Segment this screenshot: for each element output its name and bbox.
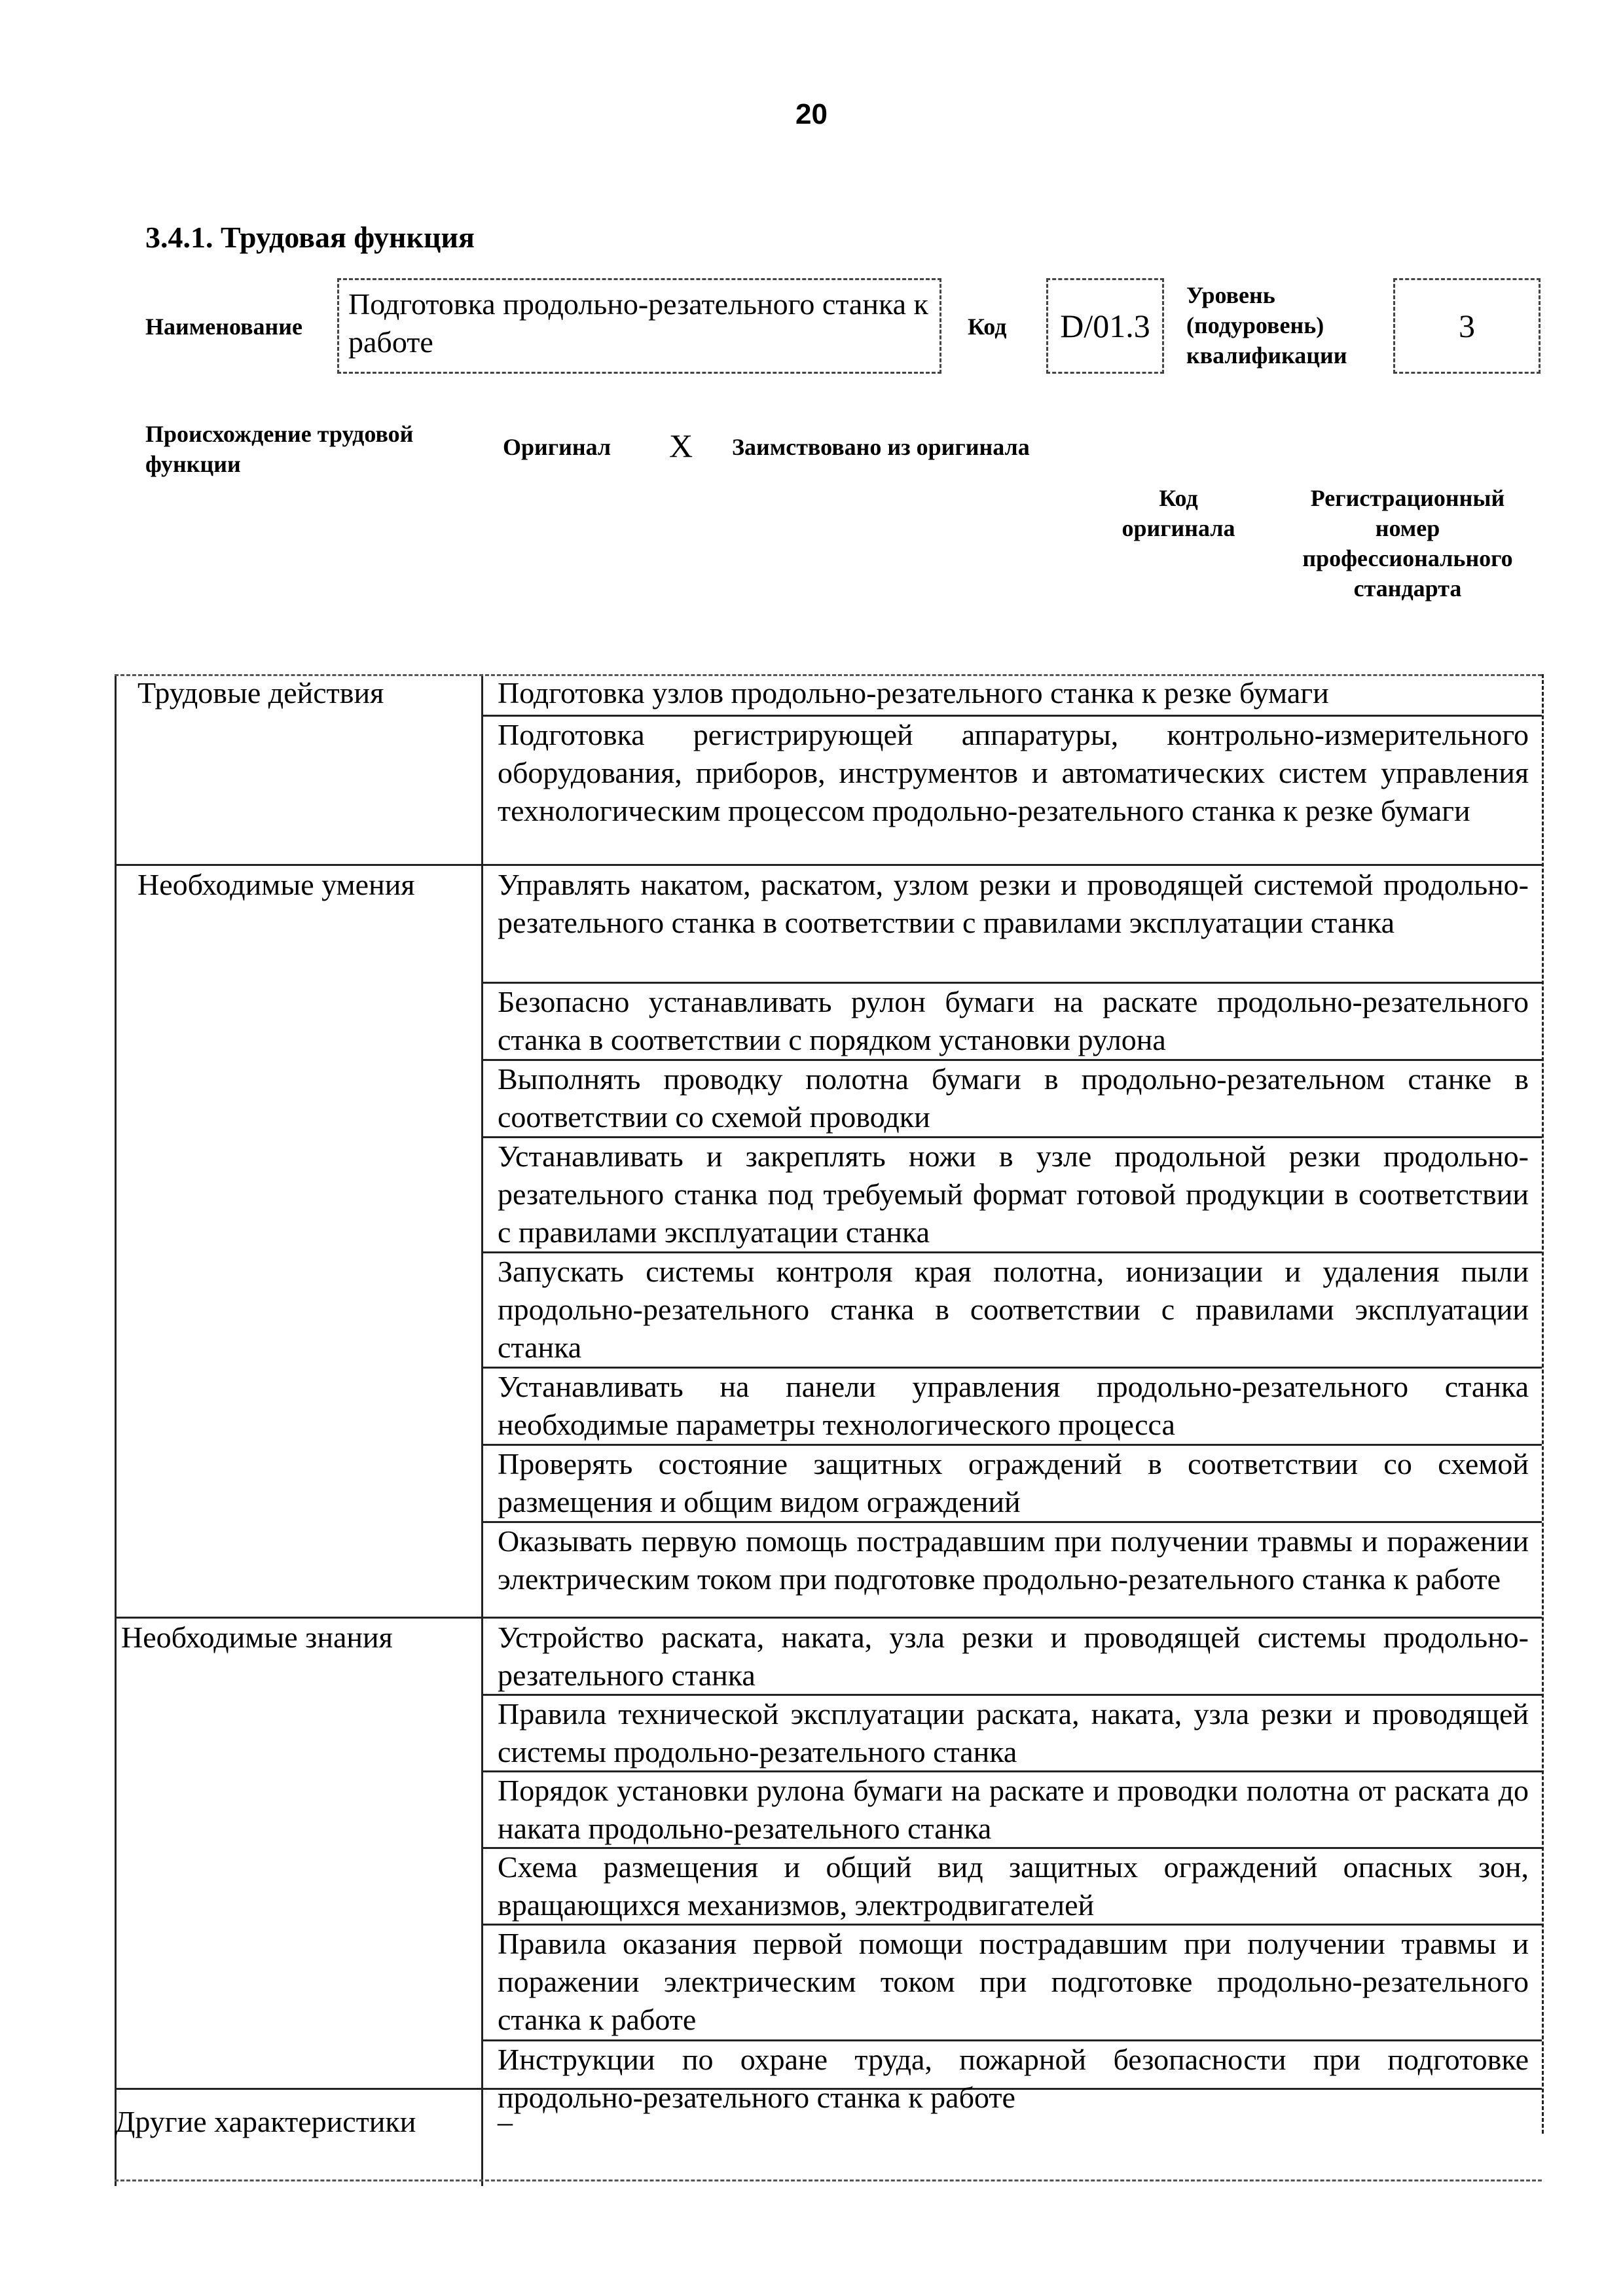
other-value: – xyxy=(498,2105,513,2138)
original-code-line: Код xyxy=(1159,485,1198,511)
skill-item: Управлять накатом, раскатом, узлом резки и проводящей системой продольно-резательного станка в соответствии с правилами эксплуатации станка xyxy=(498,868,1529,939)
skill-item: Выполнять проводку полотна бумаги в продольно-резательном станке в соответствии со схемой проводки xyxy=(498,1062,1529,1134)
original-label: Оригинал xyxy=(503,434,611,460)
knowledge-item: Инструкции по охране труда, пожарной безопасности при подготовке продольно-резательного станка к работе xyxy=(498,2043,1529,2114)
page-number: 20 xyxy=(795,98,828,130)
table-column-divider xyxy=(481,674,483,2186)
knowledge-item: Порядок установки рулона бумаги на раскате и проводки полотна от раската до наката продольно-резательного станка xyxy=(498,1774,1529,1845)
name-label: Наименование xyxy=(145,314,302,340)
labor-actions-label: Трудовые действия xyxy=(137,676,384,709)
skills-label: Необходимые умения xyxy=(137,868,415,901)
code-label: Код xyxy=(968,314,1007,340)
skill-item: Устанавливать на панели управления продольно-резательного станка необходимые параметры технологического процесса xyxy=(498,1370,1529,1441)
skill-item: Запускать системы контроля края полотна, ионизации и удаления пыли продольно-резательного станка в соответствии с правилами эксплуатации станка xyxy=(498,1255,1529,1364)
level-label-line: Уровень xyxy=(1186,282,1275,308)
labor-action-item: Подготовка регистрирующей аппаратуры, контрольно-измерительного оборудования, приборов, инструментов и автоматических систем управления технологическим процессом продольно-резательного станка к резке бумаги xyxy=(498,718,1529,827)
table-border-bottom xyxy=(115,2179,1542,2181)
original-code-line: оригинала xyxy=(1122,515,1235,541)
knowledge-item: Устройство раската, наката, узла резки и проводящей системы продольно-резательного станка xyxy=(498,1621,1529,1692)
original-code-label xyxy=(1100,483,1257,543)
knowledge-item: Правила оказания первой помощи пострадавшим при получении травмы и поражении электрическим током при подготовке продольно-резательного станка к работе xyxy=(498,1927,1529,2036)
code-value: D/01.3 xyxy=(1060,308,1150,344)
labor-function-table xyxy=(115,674,1545,2193)
reg-number-line: номер xyxy=(1375,515,1440,541)
name-value: Подготовка продольно-резательного станка к работе xyxy=(348,287,928,359)
knowledge-label: Необходимые знания xyxy=(121,1621,393,1654)
skill-item: Проверять состояние защитных ограждений в соответствии со схемой размещения и общим видом ограждений xyxy=(498,1447,1529,1518)
reg-number-line: профессионального xyxy=(1302,545,1513,571)
level-value: 3 xyxy=(1459,308,1475,344)
section-heading: 3.4.1. Трудовая функция xyxy=(145,221,475,254)
skill-item: Оказывать первую помощь пострадавшим при получении травмы и поражении электрическим током при подготовке продольно-резательного станка к работе xyxy=(498,1524,1529,1596)
knowledge-item: Правила технической эксплуатации раската, наката, узла резки и проводящей системы продольно-резательного станка xyxy=(498,1697,1529,1768)
skill-item: Устанавливать и закреплять ножи в узле продольной резки продольно-резательного станка под требуемый формат готовой продукции в соответствии с правилами эксплуатации станка xyxy=(498,1139,1529,1249)
labor-action-item: Подготовка узлов продольно-резательного станка к резке бумаги xyxy=(498,676,1329,709)
table-border-right xyxy=(1542,674,1544,2134)
table-border-left xyxy=(115,674,117,2186)
skill-item: Безопасно устанавливать рулон бумаги на раскате продольно-резательного станка в соответствии с порядком установки рулона xyxy=(498,985,1529,1056)
origin-label-line: функции xyxy=(145,451,241,477)
code-box xyxy=(1046,278,1164,374)
level-box xyxy=(1393,278,1541,374)
knowledge-item: Схема размещения и общий вид защитных ограждений опасных зон, вращающихся механизмов, электродвигателей xyxy=(498,1850,1529,1922)
name-box xyxy=(337,278,941,374)
level-label-line: (подуровень) xyxy=(1186,312,1324,338)
reg-number-line: стандарта xyxy=(1353,575,1462,601)
reg-number-label xyxy=(1264,483,1552,603)
level-label-line: квалификации xyxy=(1186,342,1347,368)
origin-label xyxy=(145,419,413,479)
borrowed-label: Заимствовано из оригинала xyxy=(732,434,1030,460)
other-label: Другие характеристики xyxy=(115,2105,416,2138)
original-mark: X xyxy=(669,427,693,464)
reg-number-line: Регистрационный xyxy=(1310,485,1505,511)
origin-label-line: Происхождение трудовой xyxy=(145,421,414,447)
level-label xyxy=(1186,280,1347,370)
